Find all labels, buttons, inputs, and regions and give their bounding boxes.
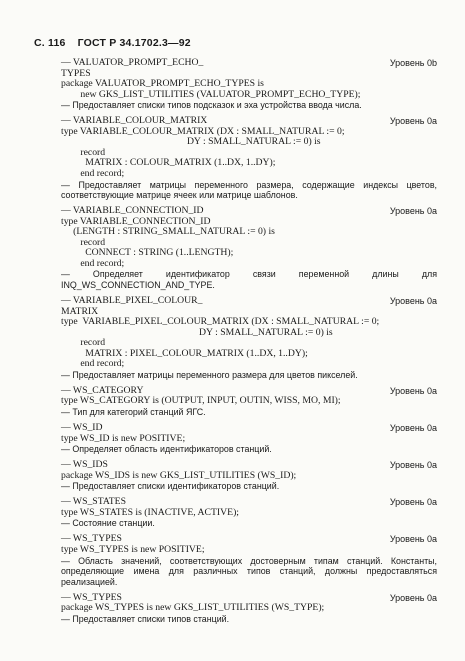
description-text: — Тип для категорий станций ЯГС. [61, 406, 206, 417]
code-text: type WS_ID is new POSITIVE; [61, 432, 186, 444]
declarations-list [61, 58, 437, 630]
level-label: Уровень 0a [389, 295, 437, 306]
code-text: — VARIABLE_CONNECTION_ID [61, 205, 204, 217]
code-text: DY : SMALL_NATURAL := 0) is [61, 326, 333, 338]
code-text: — VARIABLE_PIXEL_COLOUR_ [61, 294, 203, 306]
description-text: — Определяет идентификатор связи переменной длины для INQ_WS_CONNECTION_AND_TYPE. [61, 269, 437, 290]
declaration-section [61, 206, 437, 290]
description-text: — Предоставляет списки идентификаторов станций. [61, 481, 280, 492]
code-line [61, 90, 437, 101]
level-label: Уровень 0b [389, 58, 437, 68]
code-text: type WS_STATES is (INACTIVE, ACTIVE); [61, 506, 239, 518]
code-text: MATRIX : COLOUR_MATRIX (1..DX, 1..DY); [61, 157, 276, 169]
code-text: record [61, 236, 106, 248]
level-label: Уровень 0a [389, 497, 437, 508]
code-text: — VALUATOR_PROMPT_ECHO_ [61, 57, 204, 68]
code-text: (LENGTH : STRING_SMALL_NATURAL := 0) is [61, 226, 275, 238]
code-text: type VARIABLE_COLOUR_MATRIX (DX : SMALL_NATURAL := 0; [61, 125, 345, 137]
code-text: — WS_IDS [61, 459, 108, 471]
page-number: С. 116 [34, 37, 66, 49]
level-label: Уровень 0a [389, 460, 437, 471]
code-line [61, 227, 437, 238]
declaration-section [61, 296, 437, 380]
code-text: new GKS_LIST_UTILITIES (VALUATOR_PROMPT_ECHO_TYPE); [61, 88, 361, 100]
code-text: — WS_TYPES [61, 591, 122, 603]
code-text: type WS_CATEGORY is (OUTPUT, INPUT, OUTIN, WISS, MO, MI); [61, 395, 341, 407]
code-text: — WS_TYPES [61, 533, 122, 545]
code-line [61, 169, 437, 180]
code-line [61, 434, 437, 445]
code-text: package WS_TYPES is new GKS_LIST_UTILITIES (WS_TYPE); [61, 602, 325, 614]
code-text: — WS_ID [61, 422, 103, 433]
code-text: package VALUATOR_PROMPT_ECHO_TYPES is [61, 78, 264, 90]
description-text: — Предоставляет списки типов подсказок и эха устройства ввода числа. [61, 100, 362, 111]
code-text: package WS_IDS is new GKS_LIST_UTILITIES (WS_ID); [61, 469, 297, 481]
level-label: Уровень 0a [389, 534, 437, 545]
code-line [61, 471, 437, 482]
declaration-name [61, 296, 437, 307]
code-text: type VARIABLE_PIXEL_COLOUR_MATRIX (DX : SMALL_NATURAL := 0; [61, 316, 380, 328]
code-text: DY : SMALL_NATURAL := 0) is [61, 136, 321, 148]
description-text: — Определяет область идентификаторов станций. [61, 444, 272, 455]
code-line [61, 603, 437, 614]
declaration-section [61, 593, 437, 625]
declaration-section [61, 423, 437, 455]
declaration-section [61, 386, 437, 418]
level-label: Уровень 0a [389, 116, 437, 127]
description-text: — Область значений, соответствующих достоверным типам станций. Константы, определяющие имена для различных типов станций, должны предоставляться реализацией. [61, 555, 437, 587]
code-text: type VARIABLE_CONNECTION_ID [61, 215, 211, 227]
level-label: Уровень 0a [389, 206, 437, 217]
level-label: Уровень 0a [389, 423, 437, 433]
code-text: end record; [61, 167, 125, 179]
code-line [61, 359, 437, 370]
code-text: — WS_CATEGORY [61, 384, 144, 396]
code-line [61, 545, 437, 556]
code-text: record [61, 146, 106, 158]
description-text: — Состояние станции. [61, 518, 155, 529]
description-text: — Предоставляет матрицы переменного размера для цветов пикселей. [61, 369, 358, 380]
level-label: Уровень 0a [389, 385, 437, 396]
code-line [61, 137, 437, 148]
level-label: Уровень 0a [389, 592, 437, 603]
code-line [61, 508, 437, 519]
code-text: TYPES [61, 67, 91, 79]
code-text: — WS_STATES [61, 496, 126, 508]
code-text: type WS_TYPES is new POSITIVE; [61, 543, 205, 555]
description-text: — Предоставляет списки типов станций. [61, 613, 230, 624]
code-text: MATRIX : PIXEL_COLOUR_MATRIX (1..DX, 1..DY); [61, 347, 308, 359]
page-header [34, 37, 191, 49]
declaration-section [61, 460, 437, 492]
code-text: end record; [61, 358, 125, 370]
code-text: CONNECT : STRING (1..LENGTH); [61, 247, 234, 259]
code-line [61, 259, 437, 270]
code-text: end record; [61, 257, 125, 269]
description-text: — Предоставляет матрицы переменного размера, содержащие индексы цветов, соответствующие матрице ячеек или матрице шаблонов. [61, 179, 437, 201]
declaration-section [61, 497, 437, 529]
standard-designation: ГОСТ Р 34.1702.3—92 [77, 37, 191, 49]
declaration-name [61, 58, 437, 69]
code-text: MATRIX [61, 305, 99, 317]
code-text: — VARIABLE_COLOUR_MATRIX [61, 115, 208, 127]
code-text: record [61, 337, 106, 349]
code-line [61, 396, 437, 407]
declaration-section [61, 116, 437, 200]
declaration-section [61, 58, 437, 111]
code-line [61, 328, 437, 339]
declaration-section [61, 534, 437, 587]
